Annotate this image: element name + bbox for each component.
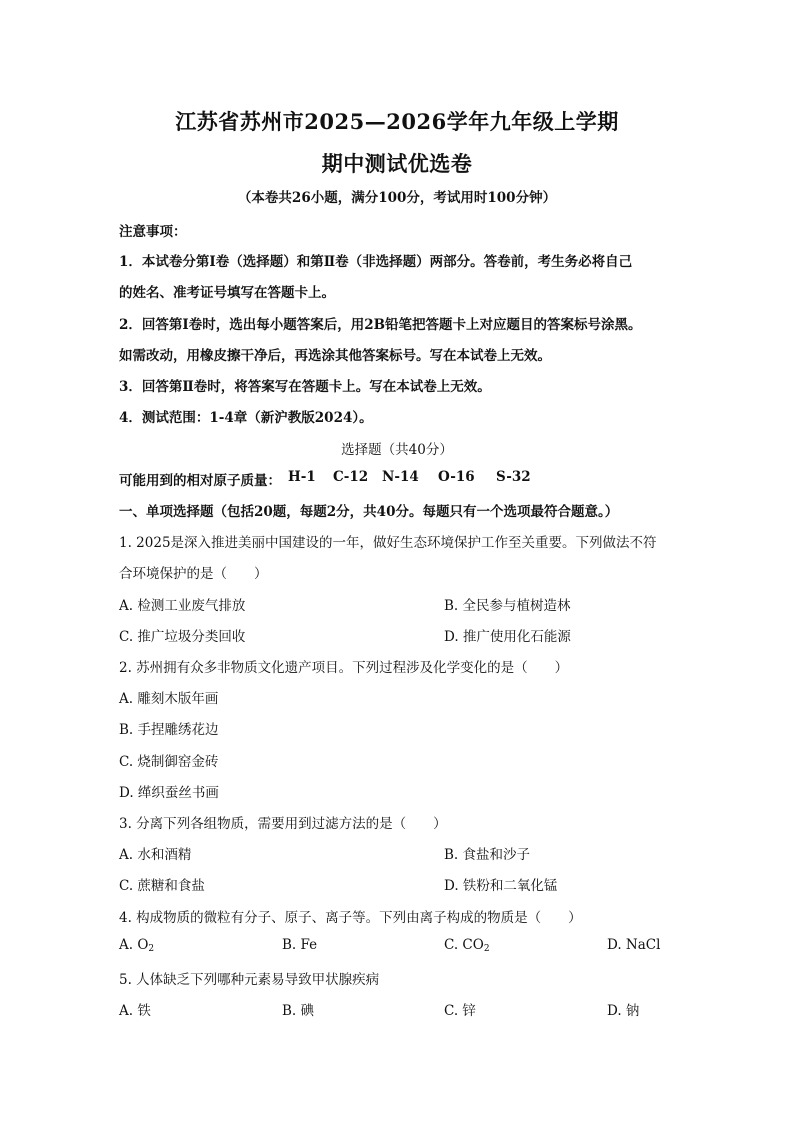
q4-option-b-text: B. Fe — [282, 937, 318, 953]
q4-option-a-subscript: 2 — [148, 944, 155, 954]
mass-s: S-32 — [496, 469, 531, 485]
q5-option-c: C. 锌 — [444, 1003, 476, 1019]
q2-option-b: B. 手捏雕绣花边 — [119, 722, 219, 738]
note-4: 4．测试范围：1-4章（新沪教版2024）。 — [119, 410, 373, 426]
q1-option-c: C. 推广垃圾分类回收 — [119, 629, 246, 645]
part1-heading: 一、单项选择题（包括20题，每题2分，共40分。每题只有一个选项最符合题意。） — [119, 504, 619, 520]
note-2a: 2．回答第Ⅰ卷时，选出每小题答案后，用2B铅笔把答题卡上对应题目的答案标号涂黑。 — [119, 317, 642, 333]
q4-option-b — [282, 937, 317, 953]
q2-option-d: D. 缂织蚕丝书画 — [119, 785, 219, 801]
mass-n: N-14 — [382, 469, 419, 485]
q4-option-c-subscript: 2 — [483, 944, 490, 954]
q4-option-a — [119, 937, 154, 954]
q1-option-a: A. 检测工业废气排放 — [119, 598, 246, 614]
q4-option-c-text: C. CO — [444, 937, 484, 953]
q5-option-d: D. 钠 — [607, 1003, 640, 1019]
q3-option-a: A. 水和酒精 — [119, 847, 192, 863]
q3-option-b: B. 食盐和沙子 — [444, 847, 531, 863]
q3-stem: 3. 分离下列各组物质，需要用到过滤方法的是（ ） — [119, 816, 447, 832]
section-heading: 选择题（共40分） — [341, 442, 453, 458]
q2-option-a: A. 雕刻木版年画 — [119, 691, 219, 707]
note-1a: 1．本试卷分第Ⅰ卷（选择题）和第Ⅱ卷（非选择题）两部分。答卷前，考生务必将自己 — [119, 254, 633, 270]
q4-stem: 4. 构成物质的微粒有分子、原子、离子等。下列由离子构成的物质是（ ） — [119, 910, 582, 926]
q4-option-d — [607, 937, 660, 953]
note-2b: 如需改动，用橡皮擦干净后，再选涂其他答案标号。写在本试卷上无效。 — [119, 348, 551, 364]
exam-subtitle-title: 期中测试优选卷 — [321, 151, 473, 176]
q1-option-b: B. 全民参与植树造林 — [444, 598, 571, 614]
mass-o: O-16 — [438, 469, 475, 485]
q2-stem: 2. 苏州拥有众多非物质文化遗产项目。下列过程涉及化学变化的是（ ） — [119, 660, 569, 676]
note-1b: 的姓名、准考证号填写在答题卡上。 — [119, 285, 335, 301]
q5-option-a: A. 铁 — [119, 1003, 151, 1019]
notes-heading: 注意事项： — [119, 224, 187, 240]
exam-info: （本卷共26小题，满分100分，考试用时100分钟） — [237, 190, 557, 206]
q5-option-b: B. 碘 — [282, 1003, 315, 1019]
q2-option-c: C. 烧制御窑金砖 — [119, 754, 219, 770]
mass-c: C-12 — [333, 469, 369, 485]
q1-stem-a: 1. 2025是深入推进美丽中国建设的一年，做好生态环境保护工作至关重要。下列做法不符 — [119, 535, 657, 551]
q4-option-d-text: D. NaCl — [607, 937, 661, 953]
q5-stem: 5. 人体缺乏下列哪种元素易导致甲状腺疾病 — [119, 972, 380, 988]
q4-option-c — [444, 937, 490, 954]
q3-option-c: C. 蔗糖和食盐 — [119, 878, 205, 894]
mass-h: H-1 — [288, 469, 316, 485]
note-3: 3．回答第Ⅱ卷时，将答案写在答题卡上。写在本试卷上无效。 — [119, 379, 491, 395]
atomic-mass-line — [119, 469, 281, 489]
atomic-mass-label: 可能用到的相对原子质量： — [119, 473, 281, 489]
q1-stem-b: 合环境保护的是（ ） — [119, 566, 268, 582]
q1-option-d: D. 推广使用化石能源 — [444, 629, 571, 645]
exam-title: 江苏省苏州市2025—2026学年九年级上学期 — [175, 109, 619, 134]
q3-option-d: D. 铁粉和二氧化锰 — [444, 878, 558, 894]
q4-option-a-text: A. O — [119, 937, 149, 953]
